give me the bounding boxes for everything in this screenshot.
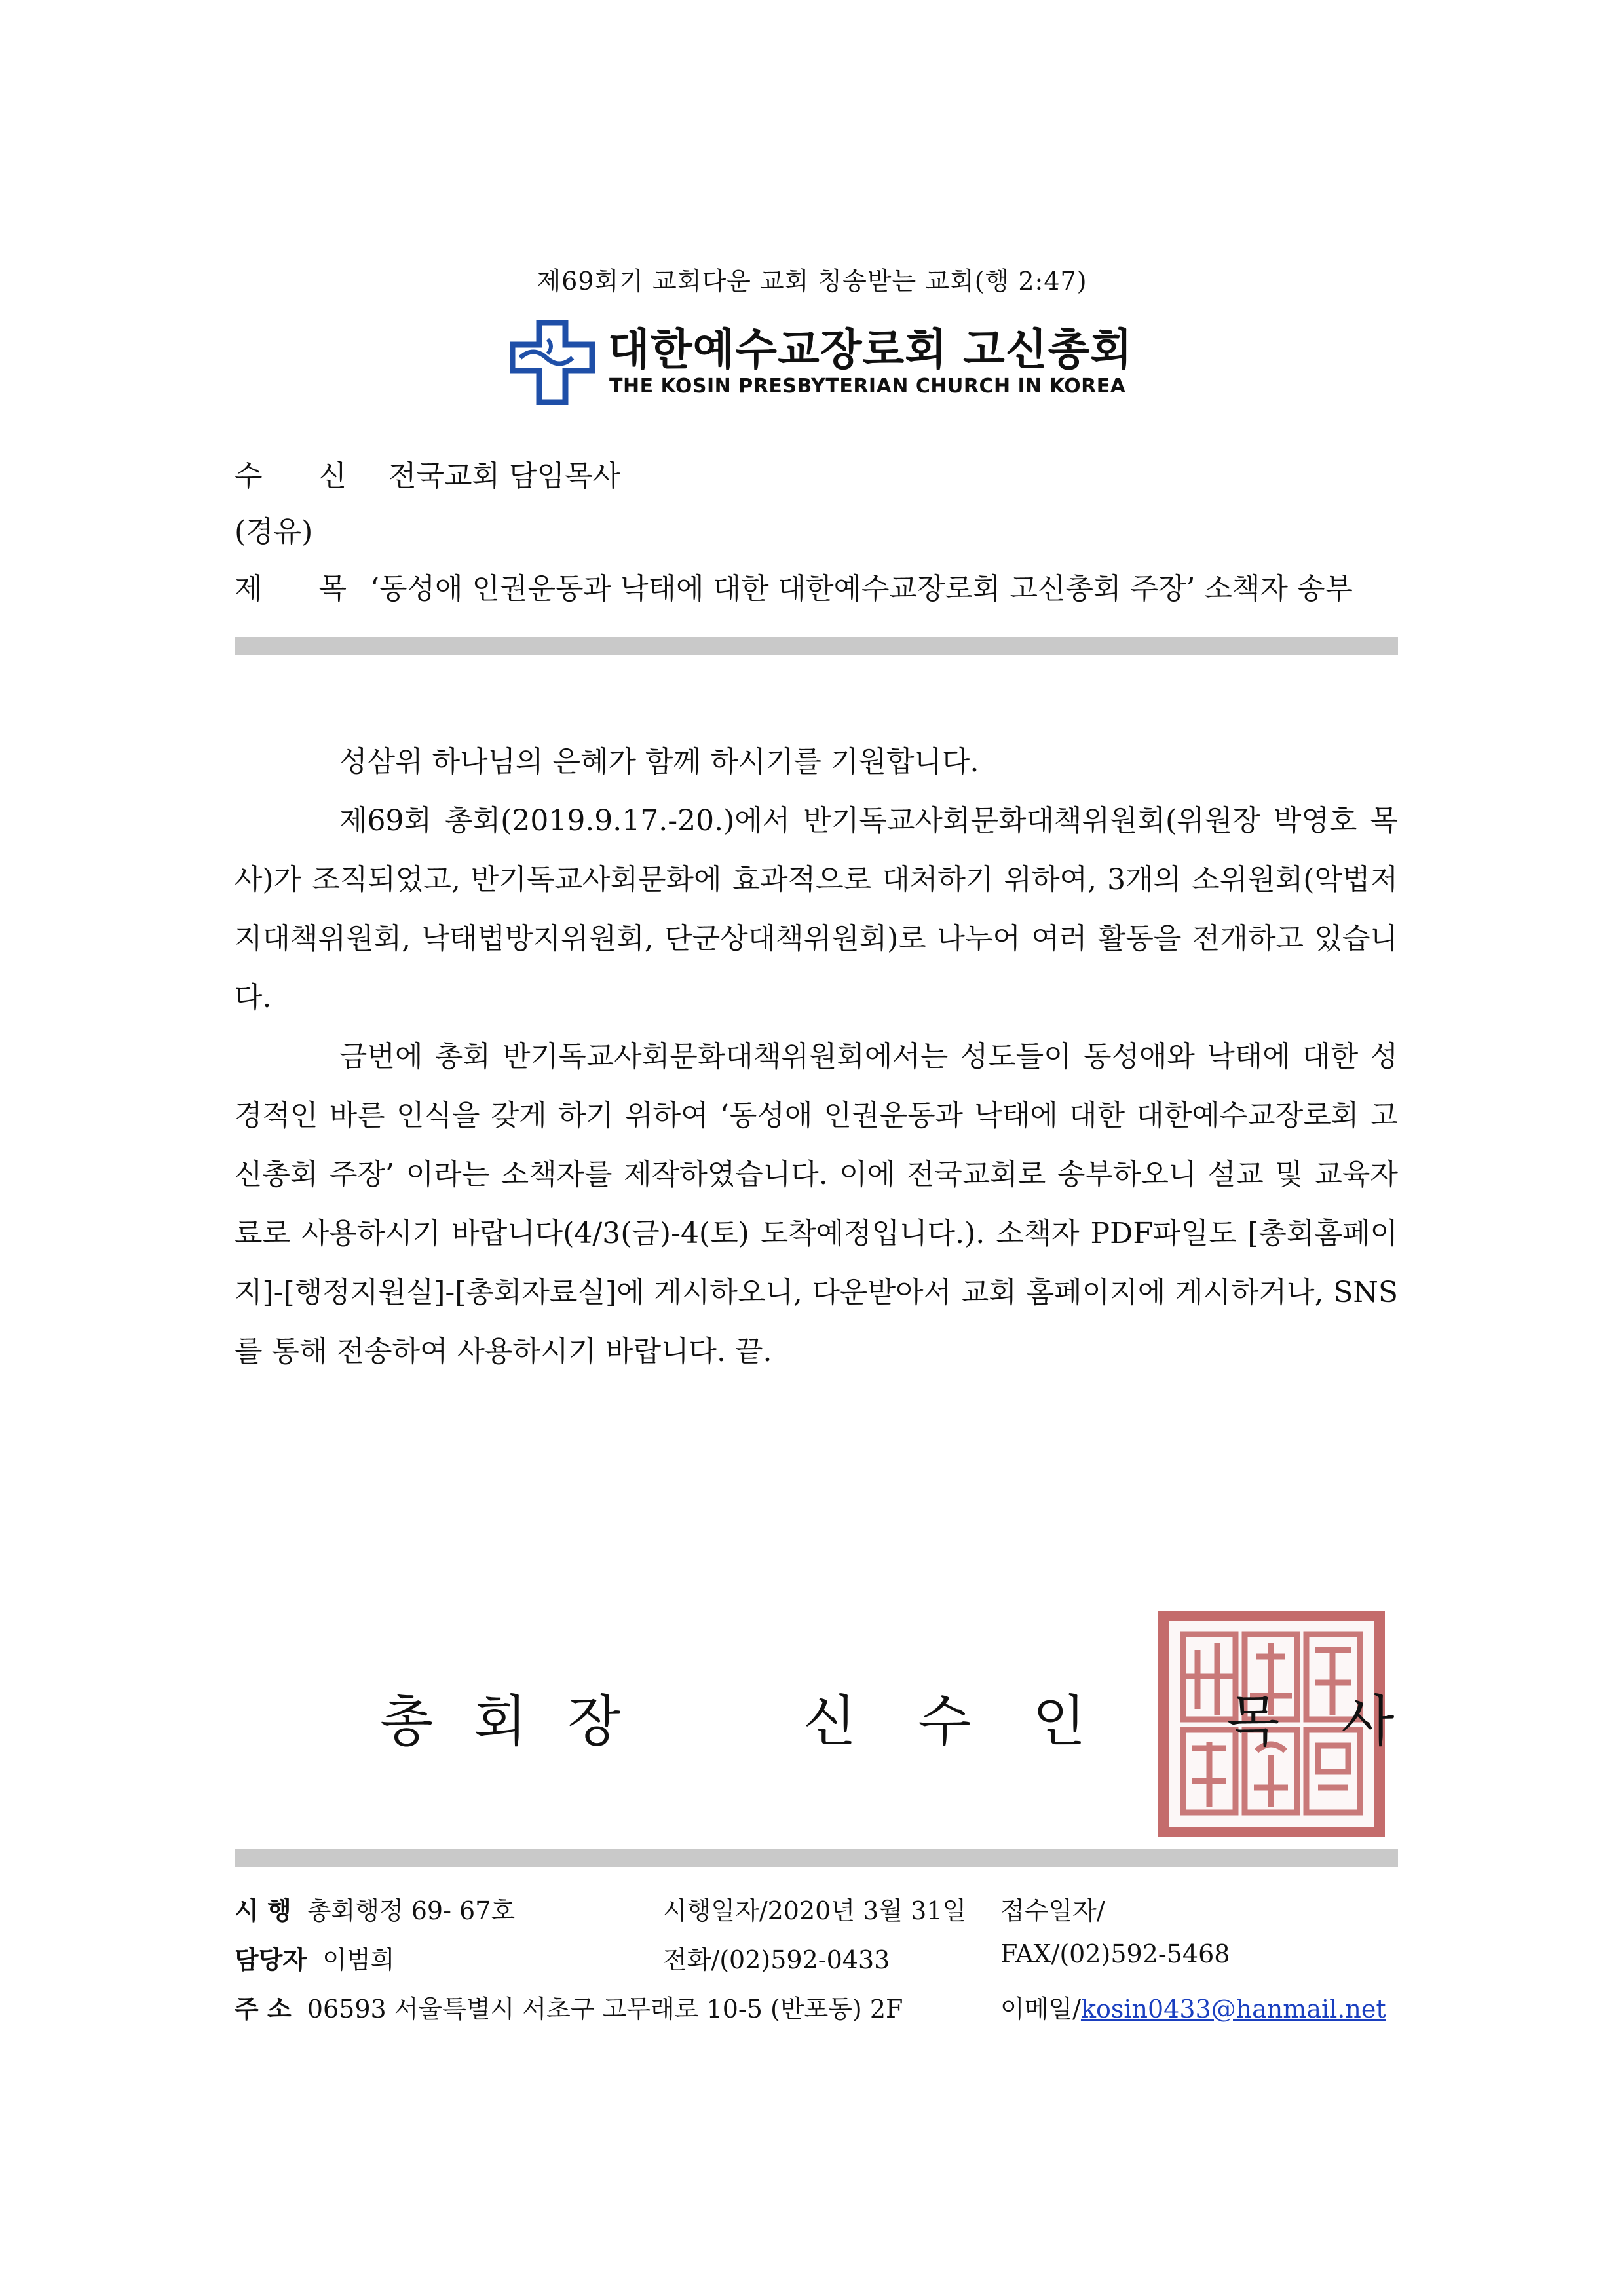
letter-body	[235, 733, 1398, 1381]
address-line	[235, 1989, 903, 2025]
recipient-label: 수 신	[235, 459, 370, 493]
header-divider	[235, 637, 1398, 655]
manager-line	[235, 1940, 394, 1976]
org-logo	[510, 315, 1132, 413]
fax-number: FAX/(02)592-5468	[1000, 1940, 1230, 1968]
doc-number: 총회행정 69- 67호	[307, 1896, 516, 1925]
doc-label: 시 행	[235, 1896, 292, 1925]
subject-value: ‘동성애 인권운동과 낙태에 대한 대한예수교장로회 고신총회 주장’ 소책자 송부	[370, 572, 1353, 605]
recipient-line	[235, 452, 620, 494]
doc-number-line	[235, 1890, 515, 1926]
recipient-value: 전국교회 담임목사	[388, 459, 621, 493]
org-name-en: THE KOSIN PRESBYTERIAN CHURCH IN KOREA	[609, 375, 1126, 398]
body-paragraph: 금번에 총회 반기독교사회문화대책위원회에서는 성도들이 동성애와 낙태에 대한 성경적인 바른 인식을 갖게 하기 위하여 ‘동성애 인권운동과 낙태에 대한 대한예수교장로회 고신총회 주장’ 이라는 소책자를 제작하였습니다. 이에 전국교회로 송부하오니 설교 및 교육자료로 사용하시기 바랍니다(4/3(금)-4(토) 도착예정입니다.). 소책자 PDF파일도 [총회홈페이지]-[행정지원실]-[총회자료실]에 게시하오니, 다운받아서 교회 홈페이지에 게시하거나, SNS를 통해 전송하여 사용하시기 바랍니다. 끝.	[235, 1040, 1398, 1368]
address-label: 주 소	[235, 1995, 292, 2023]
email-link[interactable]: kosin0433@hanmail.net	[1080, 1995, 1386, 2023]
via-line: (경유)	[235, 515, 313, 548]
phone-number: 전화/(02)592-0433	[663, 1945, 890, 1974]
org-name-ko: 대한예수교장로회 고신총회	[608, 324, 1133, 375]
motto: 제69회기 교회다운 교회 칭송받는 교회(행 2:47)	[537, 267, 1087, 296]
manager-name: 이범희	[322, 1945, 395, 1974]
signature-title: 총회장	[380, 1689, 662, 1753]
body-paragraph: 제69회 총회(2019.9.17.-20.)에서 반기독교사회문화대책위원회(위원장 박영호 목사)가 조직되었고, 반기독교사회문화에 효과적으로 대처하기 위하여, 3개의 소위원회(악법저지대책위원회, 낙태법방지위원회, 단군상대책위원회)로 나누어 여러 활동을 전개하고 있습니다.	[235, 804, 1398, 1014]
cross-logo-icon	[510, 320, 595, 405]
body-paragraph: 성삼위 하나님의 은혜가 함께 하시기를 기원합니다.	[339, 745, 979, 778]
email-label: 이메일/	[1000, 1995, 1081, 2023]
subject-line	[235, 565, 1353, 607]
footer-divider	[235, 1849, 1398, 1867]
email-line	[1000, 1989, 1386, 2025]
received-date: 접수일자/	[1000, 1896, 1105, 1925]
signature-name: 신수인 목사	[803, 1689, 1456, 1753]
manager-label: 담당자	[235, 1945, 307, 1974]
subject-label: 제 목	[235, 572, 370, 605]
address-value: 06593 서울특별시 서초구 고무래로 10-5 (반포동) 2F	[307, 1995, 903, 2023]
issue-date: 시행일자/2020년 3월 31일	[663, 1896, 967, 1925]
